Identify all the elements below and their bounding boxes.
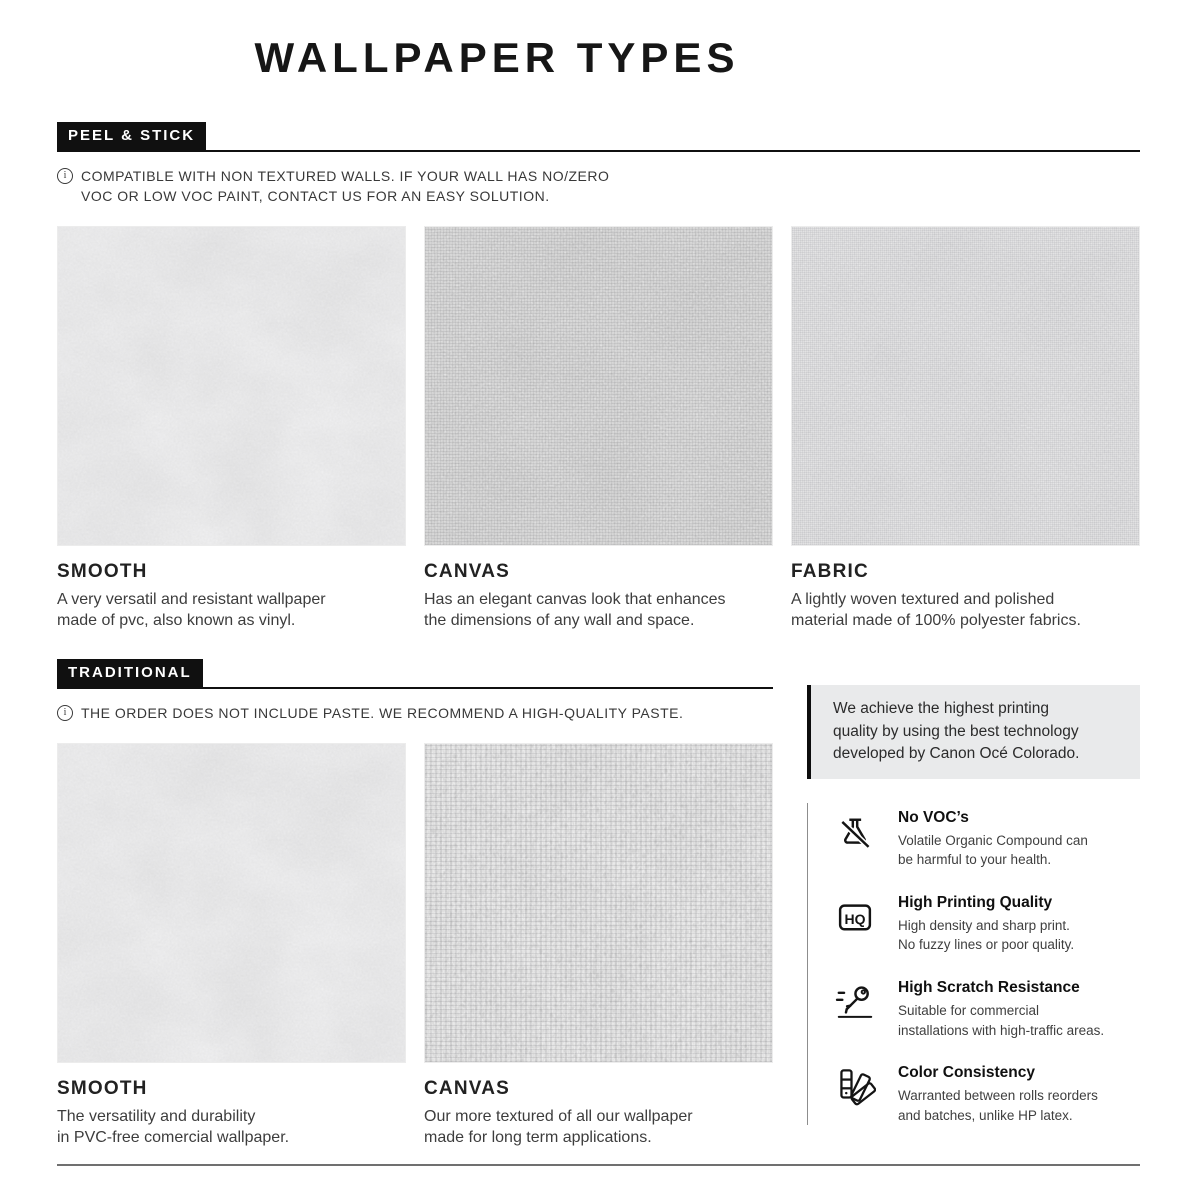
traditional-header bbox=[57, 659, 773, 689]
feature-high-scratch-resistance bbox=[834, 979, 1140, 1040]
card-peel-canvas bbox=[424, 226, 773, 631]
card-description: Our more textured of all our wallpaper made for long term applications. bbox=[424, 1108, 693, 1147]
scratch-key-icon bbox=[834, 981, 876, 1023]
feature-text bbox=[898, 894, 1074, 955]
canvas-texture-swatch bbox=[424, 226, 773, 546]
feature-description: High density and sharp print. No fuzzy lines or poor quality. bbox=[898, 917, 1075, 953]
card-description: Has an elegant canvas look that enhances the dimensions of any wall and space. bbox=[424, 591, 726, 630]
card-description: A very versatil and resistant wallpaper made of pvc, also known as vinyl. bbox=[57, 591, 326, 630]
feature-text bbox=[898, 809, 1088, 870]
card-title: FABRIC bbox=[791, 561, 869, 583]
canvas-coarse-texture-swatch bbox=[424, 743, 773, 1063]
quality-panel bbox=[807, 659, 1140, 1148]
card-description: The versatility and durability in PVC-free comercial wallpaper. bbox=[57, 1108, 290, 1147]
note-text bbox=[81, 703, 683, 723]
fabric-texture-swatch bbox=[791, 226, 1140, 546]
note-text bbox=[81, 166, 609, 207]
traditional-column bbox=[57, 659, 773, 1148]
card-peel-smooth bbox=[57, 226, 406, 631]
card-title: SMOOTH bbox=[57, 561, 148, 583]
peel-and-stick-swatch-grid bbox=[57, 226, 1140, 631]
feature-text bbox=[898, 1064, 1098, 1125]
smooth-texture-swatch bbox=[57, 226, 406, 546]
card-description: A lightly woven textured and polished material made of 100% polyester fabrics. bbox=[791, 591, 1081, 630]
title-wrap bbox=[57, 34, 937, 82]
hq-icon-label: HQ bbox=[844, 910, 866, 927]
feature-title: Color Consistency bbox=[898, 1064, 1035, 1082]
card-title: CANVAS bbox=[424, 561, 511, 583]
card-title: SMOOTH bbox=[57, 1078, 148, 1100]
feature-title: No VOC’s bbox=[898, 808, 969, 826]
traditional-badge: TRADITIONAL bbox=[57, 659, 203, 687]
no-voc-flask-icon bbox=[834, 811, 876, 853]
card-peel-fabric bbox=[791, 226, 1140, 631]
note-line: VOC OR LOW VOC PAINT, CONTACT US FOR AN EASY SOLUTION. bbox=[81, 187, 550, 204]
canvas-texture-noise bbox=[425, 227, 772, 545]
feature-text bbox=[898, 979, 1104, 1040]
smooth-texture-noise bbox=[58, 227, 405, 545]
color-swatches-icon bbox=[834, 1066, 876, 1108]
fabric-texture-noise bbox=[792, 227, 1139, 545]
card-traditional-canvas bbox=[424, 743, 773, 1148]
info-icon: i bbox=[57, 168, 73, 184]
feature-title: High Printing Quality bbox=[898, 893, 1053, 911]
peel-and-stick-note bbox=[57, 166, 1140, 207]
feature-description: Suitable for commercial installations with high-traffic areas. bbox=[898, 1002, 1105, 1038]
note-line: COMPATIBLE WITH NON TEXTURED WALLS. IF YOUR WALL HAS NO/ZERO bbox=[81, 167, 610, 184]
traditional-note bbox=[57, 703, 773, 723]
smooth-texture-noise bbox=[58, 744, 405, 1062]
feature-no-vocs bbox=[834, 809, 1140, 870]
traditional-swatch-grid bbox=[57, 743, 773, 1148]
section-peel-and-stick bbox=[57, 122, 1140, 631]
hq-badge-icon bbox=[834, 896, 876, 938]
peel-and-stick-header bbox=[57, 122, 1140, 152]
bottom-row bbox=[57, 659, 1140, 1148]
peel-and-stick-badge: PEEL & STICK bbox=[57, 122, 206, 150]
info-icon: i bbox=[57, 705, 73, 721]
feature-list bbox=[807, 803, 1140, 1126]
feature-title: High Scratch Resistance bbox=[898, 978, 1080, 996]
card-title: CANVAS bbox=[424, 1078, 511, 1100]
smooth-texture-swatch bbox=[57, 743, 406, 1063]
page-title: WALLPAPER TYPES bbox=[254, 34, 740, 81]
note-line: THE ORDER DOES NOT INCLUDE PASTE. WE RECOMMEND A HIGH-QUALITY PASTE. bbox=[81, 704, 684, 721]
canvas-coarse-texture-noise bbox=[425, 744, 772, 1062]
feature-description: Warranted between rolls reorders and batches, unlike HP latex. bbox=[898, 1088, 1098, 1123]
feature-high-printing-quality bbox=[834, 894, 1140, 955]
feature-color-consistency bbox=[834, 1064, 1140, 1125]
printing-quality-callout: We achieve the highest printing quality by using the best technology developed by Canon Océ Colorado. bbox=[807, 685, 1140, 778]
section-traditional bbox=[57, 659, 773, 1148]
feature-description: Volatile Organic Compound can be harmful to your health. bbox=[898, 832, 1088, 868]
card-traditional-smooth bbox=[57, 743, 406, 1148]
bottom-divider bbox=[57, 1164, 1140, 1166]
